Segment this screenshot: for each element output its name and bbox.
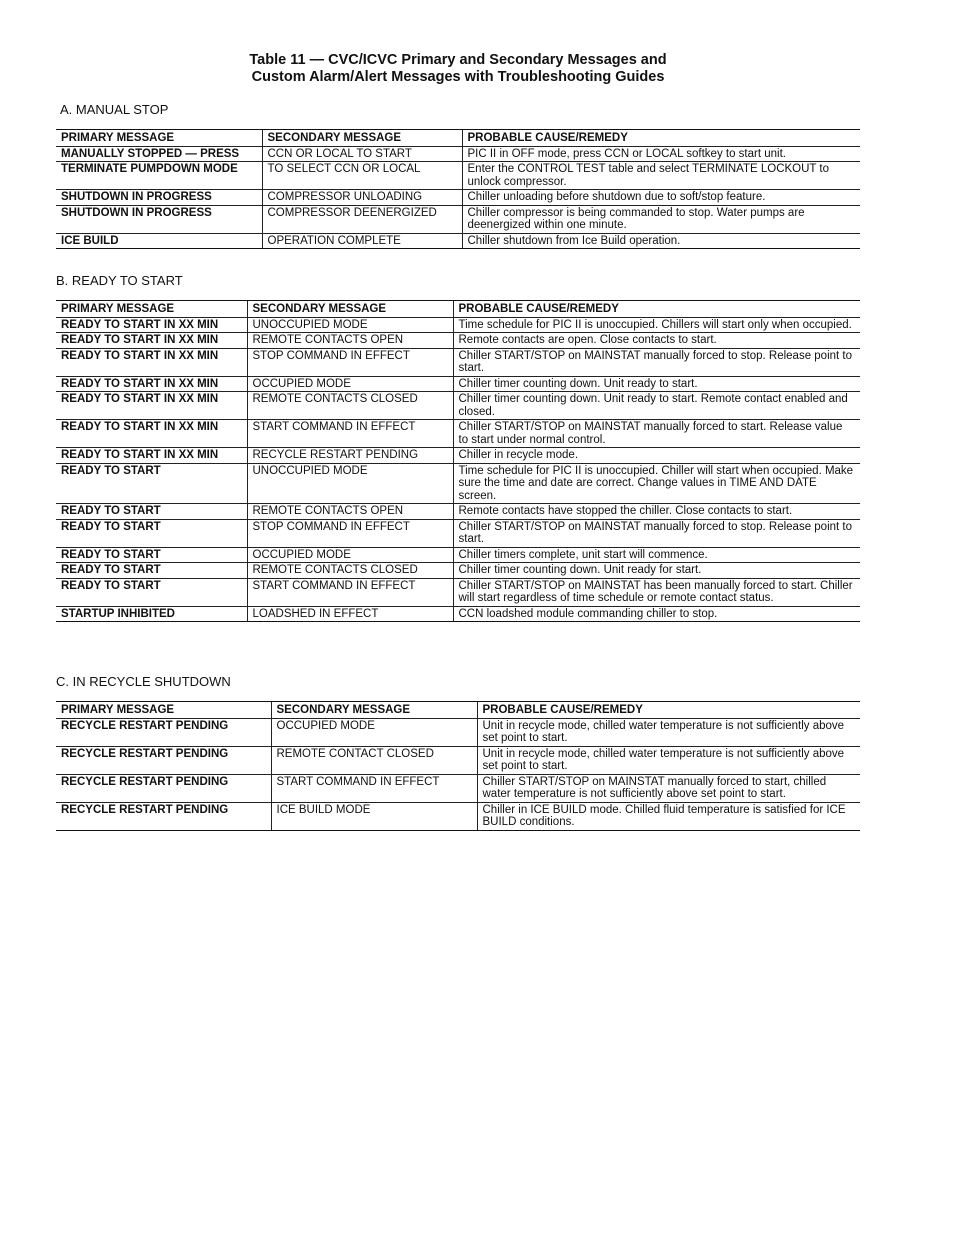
section-heading-in-recycle-shutdown: C. IN RECYCLE SHUTDOWN	[56, 674, 231, 689]
secondary-message-cell: REMOTE CONTACTS OPEN	[247, 504, 453, 520]
table-row	[56, 718, 860, 746]
secondary-message-cell: CCN OR LOCAL TO START	[262, 146, 462, 162]
table-row	[56, 190, 860, 206]
probable-cause-remedy-cell: Remote contacts are open. Close contacts to start.	[453, 333, 860, 349]
section-heading-manual-stop: A. MANUAL STOP	[60, 102, 169, 117]
probable-cause-remedy-cell: Chiller unloading before shutdown due to soft/stop feature.	[462, 190, 860, 206]
probable-cause-remedy-cell: Unit in recycle mode, chilled water temperature is not sufficiently above set point to start.	[477, 718, 860, 746]
primary-message-cell: RECYCLE RESTART PENDING	[56, 718, 271, 746]
probable-cause-remedy-cell: Chiller START/STOP on MAINSTAT manually forced to start. Release value to start under normal control.	[453, 420, 860, 448]
primary-message-cell: READY TO START IN XX MIN	[56, 376, 247, 392]
secondary-message-cell: REMOTE CONTACT CLOSED	[271, 746, 477, 774]
secondary-message-cell: START COMMAND IN EFFECT	[271, 774, 477, 802]
table-row	[56, 317, 860, 333]
probable-cause-remedy-cell: Unit in recycle mode, chilled water temperature is not sufficiently above set point to start.	[477, 746, 860, 774]
column-header-probable-cause-remedy: PROBABLE CAUSE/REMEDY	[453, 301, 860, 318]
primary-message-cell: READY TO START IN XX MIN	[56, 420, 247, 448]
probable-cause-remedy-cell: Enter the CONTROL TEST table and select TERMINATE LOCKOUT to unlock compressor.	[462, 162, 860, 190]
table-row	[56, 519, 860, 547]
primary-message-cell: READY TO START	[56, 463, 247, 504]
probable-cause-remedy-cell: Chiller timer counting down. Unit ready to start.	[453, 376, 860, 392]
primary-message-cell: RECYCLE RESTART PENDING	[56, 746, 271, 774]
probable-cause-remedy-cell: Chiller START/STOP on MAINSTAT manually forced to stop. Release point to start.	[453, 348, 860, 376]
probable-cause-remedy-cell: Chiller compressor is being commanded to stop. Water pumps are deenergized within one minute.	[462, 205, 860, 233]
manual-stop-table	[56, 129, 860, 249]
probable-cause-remedy-cell: Chiller START/STOP on MAINSTAT manually forced to start, chilled water temperature is not sufficiently above set point to start.	[477, 774, 860, 802]
secondary-message-cell: OCCUPIED MODE	[247, 547, 453, 563]
secondary-message-cell: UNOCCUPIED MODE	[247, 463, 453, 504]
primary-message-cell: READY TO START	[56, 504, 247, 520]
probable-cause-remedy-cell: Chiller in ICE BUILD mode. Chilled fluid temperature is satisfied for ICE BUILD conditions.	[477, 802, 860, 830]
secondary-message-cell: TO SELECT CCN OR LOCAL	[262, 162, 462, 190]
secondary-message-cell: REMOTE CONTACTS CLOSED	[247, 392, 453, 420]
table-title	[0, 52, 916, 86]
in-recycle-shutdown-table	[56, 701, 860, 831]
column-header-probable-cause-remedy: PROBABLE CAUSE/REMEDY	[462, 130, 860, 147]
secondary-message-cell: COMPRESSOR DEENERGIZED	[262, 205, 462, 233]
ready-to-start-table	[56, 300, 860, 622]
table-row	[56, 504, 860, 520]
primary-message-cell: READY TO START IN XX MIN	[56, 333, 247, 349]
secondary-message-cell: UNOCCUPIED MODE	[247, 317, 453, 333]
primary-message-cell: SHUTDOWN IN PROGRESS	[56, 205, 262, 233]
section-heading-ready-to-start: B. READY TO START	[56, 273, 183, 288]
table-row	[56, 333, 860, 349]
table-row	[56, 463, 860, 504]
probable-cause-remedy-cell: Chiller timer counting down. Unit ready for start.	[453, 563, 860, 579]
primary-message-cell: READY TO START IN XX MIN	[56, 448, 247, 464]
primary-message-cell: READY TO START IN XX MIN	[56, 392, 247, 420]
probable-cause-remedy-cell: Chiller START/STOP on MAINSTAT manually forced to stop. Release point to start.	[453, 519, 860, 547]
secondary-message-cell: START COMMAND IN EFFECT	[247, 420, 453, 448]
secondary-message-cell: OPERATION COMPLETE	[262, 233, 462, 249]
primary-message-cell: SHUTDOWN IN PROGRESS	[56, 190, 262, 206]
column-header-probable-cause-remedy: PROBABLE CAUSE/REMEDY	[477, 702, 860, 719]
probable-cause-remedy-cell: Chiller shutdown from Ice Build operation.	[462, 233, 860, 249]
primary-message-cell: MANUALLY STOPPED — PRESS	[56, 146, 262, 162]
probable-cause-remedy-cell: Chiller timer counting down. Unit ready to start. Remote contact enabled and closed.	[453, 392, 860, 420]
table-header-row	[56, 301, 860, 318]
title-line-1: Table 11 — CVC/ICVC Primary and Secondary Messages and	[249, 52, 667, 68]
primary-message-cell: RECYCLE RESTART PENDING	[56, 802, 271, 830]
title-line-2: Custom Alarm/Alert Messages with Troubleshooting Guides	[251, 69, 665, 85]
table-row	[56, 233, 860, 249]
table-row	[56, 563, 860, 579]
secondary-message-cell: OCCUPIED MODE	[271, 718, 477, 746]
primary-message-cell: READY TO START	[56, 578, 247, 606]
secondary-message-cell: ICE BUILD MODE	[271, 802, 477, 830]
table-row	[56, 547, 860, 563]
primary-message-cell: TERMINATE PUMPDOWN MODE	[56, 162, 262, 190]
table-row	[56, 606, 860, 622]
secondary-message-cell: LOADSHED IN EFFECT	[247, 606, 453, 622]
table-row	[56, 578, 860, 606]
table-row	[56, 802, 860, 830]
primary-message-cell: READY TO START IN XX MIN	[56, 317, 247, 333]
table-row	[56, 420, 860, 448]
table-header-row	[56, 702, 860, 719]
column-header-primary-message: PRIMARY MESSAGE	[56, 702, 271, 719]
primary-message-cell: READY TO START	[56, 547, 247, 563]
column-header-secondary-message: SECONDARY MESSAGE	[247, 301, 453, 318]
secondary-message-cell: OCCUPIED MODE	[247, 376, 453, 392]
table-row	[56, 146, 860, 162]
probable-cause-remedy-cell: CCN loadshed module commanding chiller to stop.	[453, 606, 860, 622]
secondary-message-cell: RECYCLE RESTART PENDING	[247, 448, 453, 464]
secondary-message-cell: STOP COMMAND IN EFFECT	[247, 519, 453, 547]
secondary-message-cell: REMOTE CONTACTS CLOSED	[247, 563, 453, 579]
primary-message-cell: RECYCLE RESTART PENDING	[56, 774, 271, 802]
probable-cause-remedy-cell: Chiller timers complete, unit start will commence.	[453, 547, 860, 563]
table-row	[56, 746, 860, 774]
secondary-message-cell: STOP COMMAND IN EFFECT	[247, 348, 453, 376]
table-header-row	[56, 130, 860, 147]
probable-cause-remedy-cell: Chiller in recycle mode.	[453, 448, 860, 464]
primary-message-cell: READY TO START IN XX MIN	[56, 348, 247, 376]
table-row	[56, 162, 860, 190]
column-header-secondary-message: SECONDARY MESSAGE	[262, 130, 462, 147]
primary-message-cell: STARTUP INHIBITED	[56, 606, 247, 622]
table-row	[56, 448, 860, 464]
primary-message-cell: ICE BUILD	[56, 233, 262, 249]
table-row	[56, 348, 860, 376]
probable-cause-remedy-cell: Time schedule for PIC II is unoccupied. Chillers will start only when occupied.	[453, 317, 860, 333]
probable-cause-remedy-cell: Remote contacts have stopped the chiller. Close contacts to start.	[453, 504, 860, 520]
table-row	[56, 205, 860, 233]
secondary-message-cell: START COMMAND IN EFFECT	[247, 578, 453, 606]
column-header-primary-message: PRIMARY MESSAGE	[56, 301, 247, 318]
column-header-primary-message: PRIMARY MESSAGE	[56, 130, 262, 147]
table-row	[56, 774, 860, 802]
table-row	[56, 376, 860, 392]
probable-cause-remedy-cell: PIC II in OFF mode, press CCN or LOCAL softkey to start unit.	[462, 146, 860, 162]
primary-message-cell: READY TO START	[56, 519, 247, 547]
secondary-message-cell: COMPRESSOR UNLOADING	[262, 190, 462, 206]
column-header-secondary-message: SECONDARY MESSAGE	[271, 702, 477, 719]
secondary-message-cell: REMOTE CONTACTS OPEN	[247, 333, 453, 349]
probable-cause-remedy-cell: Time schedule for PIC II is unoccupied. Chiller will start when occupied. Make sure the time and date are correct. Change values in TIME AND DATE screen.	[453, 463, 860, 504]
table-row	[56, 392, 860, 420]
probable-cause-remedy-cell: Chiller START/STOP on MAINSTAT has been manually forced to start. Chiller will start regardless of time schedule or remote contact status.	[453, 578, 860, 606]
primary-message-cell: READY TO START	[56, 563, 247, 579]
